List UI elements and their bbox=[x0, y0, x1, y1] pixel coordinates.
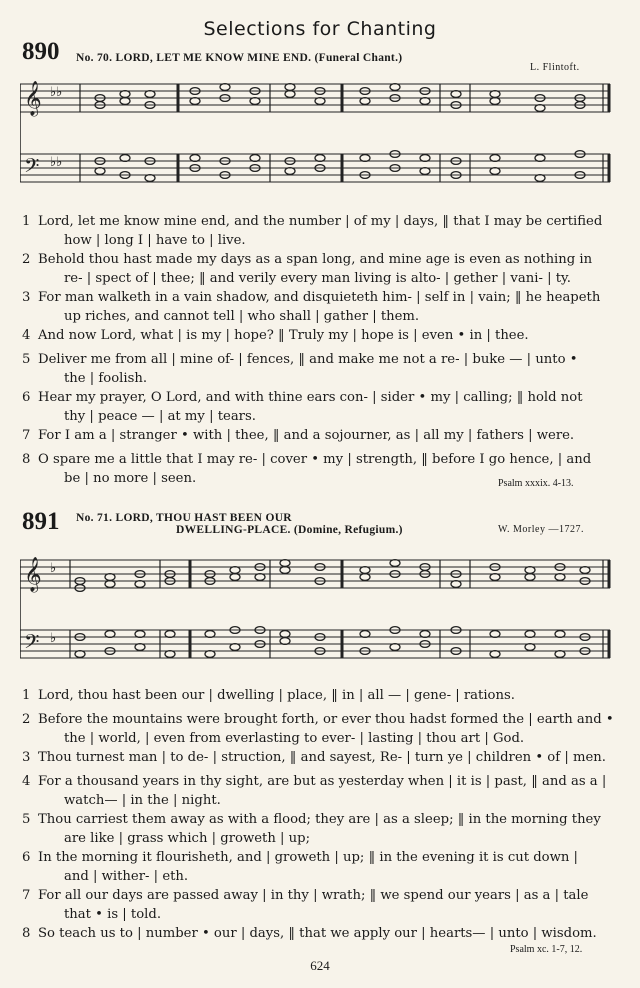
verse-line: up riches, and cannot tell | who shall | gather | them. bbox=[64, 309, 420, 324]
verse-line: In the morning it flourisheth, and | groweth | up; ‖ in the evening it is cut down | bbox=[38, 850, 578, 865]
verse-number: 4 bbox=[22, 774, 31, 789]
section-title: Selections for Chanting bbox=[203, 18, 437, 40]
verse-line: the | world, | even from everlasting to ever- | lasting | thou art | God. bbox=[64, 731, 525, 746]
verse-number: 7 bbox=[22, 888, 31, 903]
verse-number: 4 bbox=[22, 328, 31, 343]
chant-title: DWELLING-PLACE. bbox=[176, 524, 291, 536]
chant-subtitle: (Funeral Chant.) bbox=[314, 52, 403, 64]
svg-text:𝄞: 𝄞 bbox=[24, 81, 42, 116]
composer: W. Morley —1727. bbox=[498, 524, 584, 535]
verse-line: Hear my prayer, O Lord, and with thine ears con- | sider • my | calling; ‖ hold not bbox=[38, 390, 583, 405]
verse-line: Deliver me from all | mine of- | fences, ‖ and make me not a re- | buke — | unto • bbox=[38, 352, 578, 367]
chant-heading bbox=[76, 52, 402, 64]
verse-line: be | no more | seen. bbox=[64, 471, 197, 486]
verse-number: 8 bbox=[22, 452, 31, 467]
verse-line: For a thousand years in thy sight, are but as yesterday when | it is | past, ‖ and as a | bbox=[38, 774, 607, 789]
verse-line: watch— | in the | night. bbox=[64, 793, 221, 808]
verse-line: Lord, thou hast been our | dwelling | place, ‖ in | all — | gene- | rations. bbox=[38, 688, 515, 703]
music-score bbox=[20, 74, 614, 194]
verse-number: 3 bbox=[22, 750, 31, 765]
svg-text:♭: ♭ bbox=[50, 561, 57, 576]
verse-line: Before the mountains were brought forth, or ever thou hadst formed the | earth and • bbox=[38, 712, 614, 727]
music-score bbox=[20, 550, 614, 670]
scripture-reference: Psalm xc. 1-7, 12. bbox=[510, 944, 583, 955]
verse-number: 2 bbox=[22, 252, 31, 267]
verse-line: and | wither- | eth. bbox=[64, 869, 189, 884]
svg-text:𝄞: 𝄞 bbox=[24, 557, 42, 592]
verse-number: 6 bbox=[22, 850, 31, 865]
chant-number: No. 71. bbox=[76, 512, 113, 524]
svg-text:𝄢: 𝄢 bbox=[24, 154, 40, 182]
chant-subtitle: (Domine, Refugium.) bbox=[293, 524, 403, 536]
verse-line: re- | spect of | thee; ‖ and verily every man living is alto- | gether | vani- | ty. bbox=[64, 271, 571, 286]
scripture-reference: Psalm xxxix. 4-13. bbox=[498, 478, 574, 489]
chant-number: No. 70. bbox=[76, 52, 113, 64]
verse-line: are like | grass which | groweth | up; bbox=[64, 831, 311, 846]
page-number: 624 bbox=[310, 958, 330, 973]
verse-number: 2 bbox=[22, 712, 31, 727]
verse-line: Thou turnest man | to de- | struction, ‖ and sayest, Re- | turn ye | children • of | men. bbox=[38, 750, 606, 765]
verse-line: And now Lord, what | is my | hope? ‖ Truly my | hope is | even • in | thee. bbox=[38, 328, 529, 343]
svg-text:♭♭: ♭♭ bbox=[50, 155, 63, 170]
verse-number: 7 bbox=[22, 428, 31, 443]
verse-number: 3 bbox=[22, 290, 31, 305]
verse-line: how | long I | have to | live. bbox=[64, 233, 246, 248]
chant-heading-line2 bbox=[176, 524, 403, 536]
verse-number: 1 bbox=[22, 688, 31, 703]
verse-line: Behold thou hast made my days as a span long, and mine age is even as nothing in bbox=[38, 252, 593, 267]
verse-line: O spare me a little that I may re- | cover • my | strength, ‖ before I go hence, | and bbox=[38, 452, 592, 467]
chant-title: LORD, LET ME KNOW MINE END. bbox=[115, 52, 312, 64]
svg-text:♭♭: ♭♭ bbox=[50, 85, 63, 100]
verse-line: For all our days are passed away | in thy | wrath; ‖ we spend our years | as a | tale bbox=[38, 888, 589, 903]
svg-text:♭: ♭ bbox=[50, 631, 57, 646]
hymn-number: 890 bbox=[22, 38, 60, 65]
chant-heading bbox=[76, 512, 292, 524]
verse-line: Thou carriest them away as with a flood; they are | as a sleep; ‖ in the morning they bbox=[38, 812, 601, 827]
verse-line: that • is | told. bbox=[64, 907, 162, 922]
verse-line: For I am a | stranger • with | thee, ‖ and a sojourner, as | all my | fathers | were. bbox=[38, 428, 575, 443]
verse-number: 8 bbox=[22, 926, 31, 941]
hymn-number: 891 bbox=[22, 508, 60, 535]
verse-number: 5 bbox=[22, 352, 31, 367]
verse-line: Lord, let me know mine end, and the number | of my | days, ‖ that I may be certified bbox=[38, 214, 603, 229]
verse-line: For man walketh in a vain shadow, and disquieteth him- | self in | vain; ‖ he heapeth bbox=[38, 290, 601, 305]
verse-line: the | foolish. bbox=[64, 371, 148, 386]
composer: L. Flintoft. bbox=[530, 62, 580, 73]
verse-line: So teach us to | number • our | days, ‖ that we apply our | hearts— | unto | wisdom. bbox=[38, 926, 597, 941]
chant-title: LORD, THOU HAST BEEN OUR bbox=[115, 512, 292, 524]
verse-line: thy | peace — | at my | tears. bbox=[64, 409, 256, 424]
svg-text:𝄢: 𝄢 bbox=[24, 630, 40, 658]
verse-number: 1 bbox=[22, 214, 31, 229]
verse-number: 6 bbox=[22, 390, 31, 405]
verse-number: 5 bbox=[22, 812, 31, 827]
